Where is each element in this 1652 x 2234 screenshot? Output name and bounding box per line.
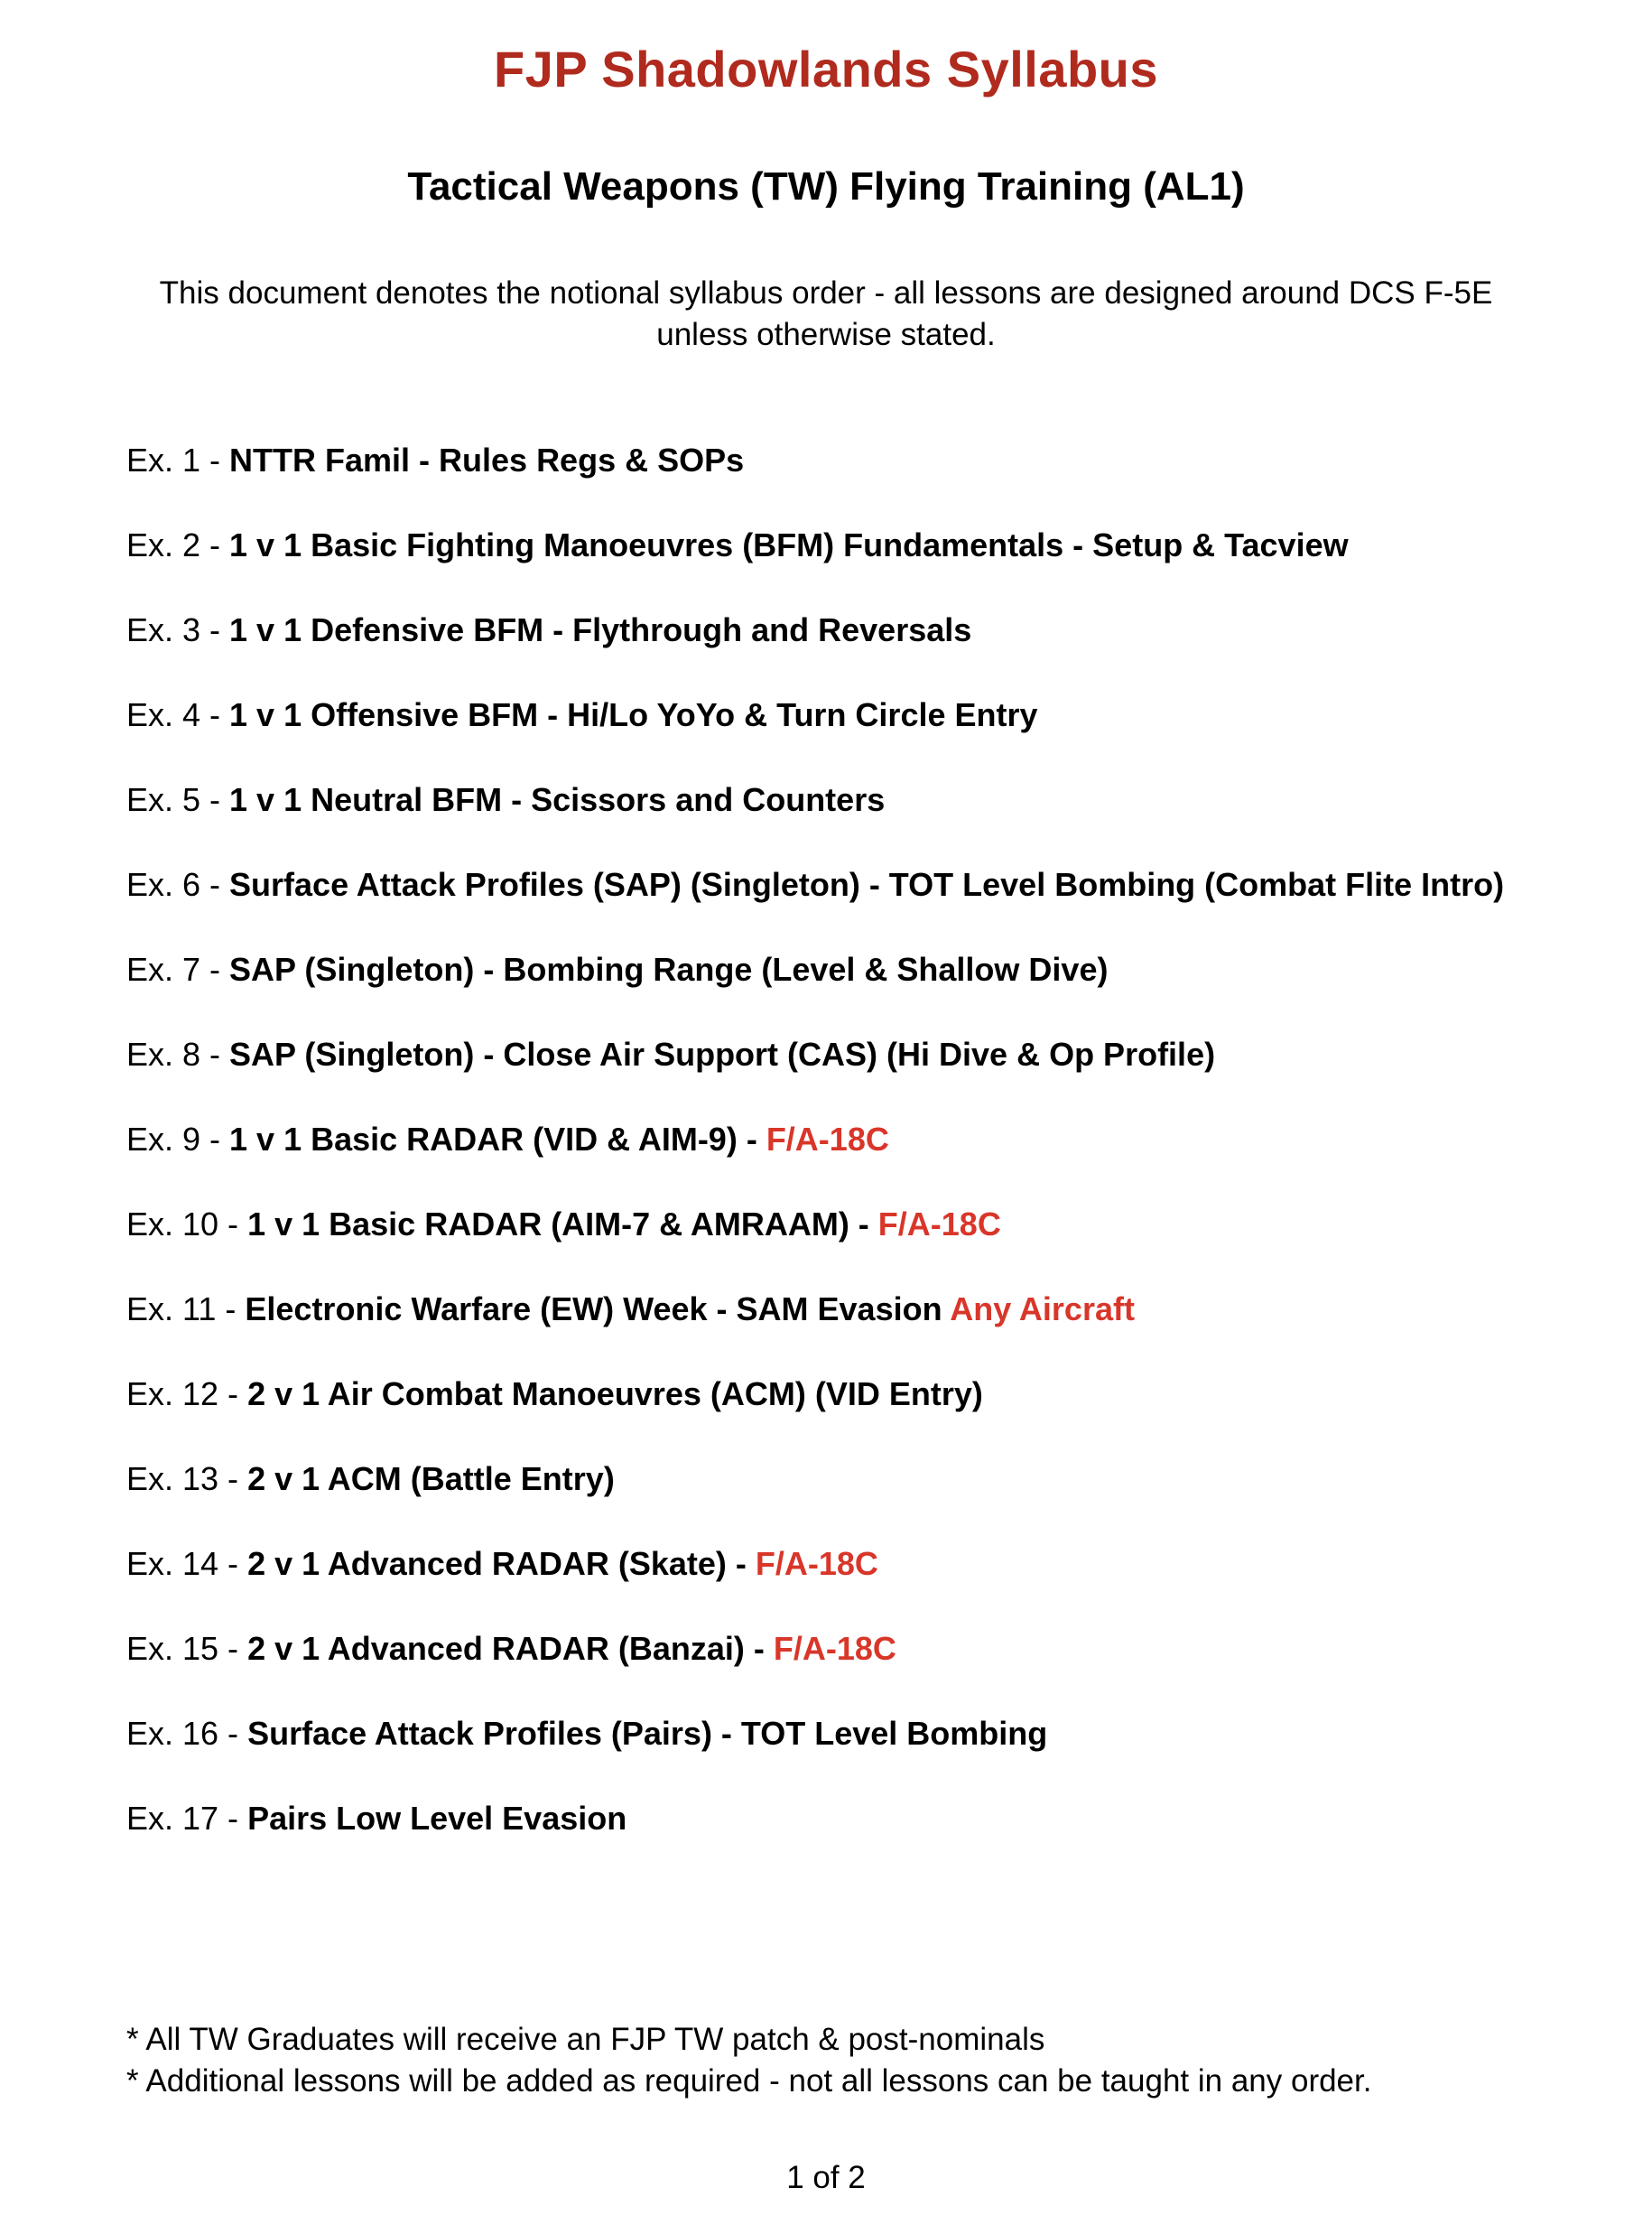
intro-paragraph: This document denotes the notional syllabus order - all lessons are designed around DCS F-5E unless otherwise stated.	[159, 275, 1493, 352]
lesson-list	[126, 439, 1535, 1882]
lesson-title: 1 v 1 Defensive BFM - Flythrough and Reversals	[229, 611, 972, 648]
lesson-number: Ex. 8 -	[126, 1036, 230, 1073]
lesson-title: 2 v 1 ACM (Battle Entry)	[247, 1460, 615, 1497]
footnotes	[126, 2019, 1571, 2102]
lesson-item	[126, 439, 1535, 482]
lesson-title: Surface Attack Profiles (SAP) (Singleton) - TOT Level Bombing (Combat Flite Intro)	[229, 866, 1505, 903]
lesson-number: Ex. 4 -	[126, 696, 230, 733]
lesson-title: 2 v 1 Advanced RADAR (Skate) -	[247, 1545, 756, 1582]
lesson-item	[126, 1712, 1535, 1755]
lesson-title: 2 v 1 Air Combat Manoeuvres (ACM) (VID Entry)	[247, 1375, 983, 1412]
footnote-additional-lessons: * Additional lessons will be added as required - not all lessons can be taught in any order.	[126, 2063, 1372, 2099]
document-subtitle: Tactical Weapons (TW) Flying Training (AL1)	[407, 164, 1245, 209]
lesson-item	[126, 1542, 1535, 1586]
lesson-title: SAP (Singleton) - Close Air Support (CAS) (Hi Dive & Op Profile)	[229, 1036, 1216, 1073]
lesson-item	[126, 948, 1535, 991]
lesson-title: Surface Attack Profiles (Pairs) - TOT Level Bombing	[247, 1715, 1048, 1752]
lesson-number: Ex. 16 -	[126, 1715, 248, 1752]
lesson-item	[126, 693, 1535, 737]
lesson-title: Electronic Warfare (EW) Week - SAM Evasion	[245, 1290, 951, 1327]
lesson-item	[126, 1627, 1535, 1671]
lesson-title: 1 v 1 Offensive BFM - Hi/Lo YoYo & Turn Circle Entry	[229, 696, 1038, 733]
lesson-item	[126, 1203, 1535, 1246]
lesson-aircraft: F/A-18C	[755, 1545, 878, 1582]
lesson-item	[126, 524, 1535, 567]
lesson-number: Ex. 13 -	[126, 1460, 248, 1497]
lesson-item	[126, 1118, 1535, 1161]
lesson-number: Ex. 10 -	[126, 1205, 248, 1243]
lesson-number: Ex. 15 -	[126, 1630, 248, 1667]
lesson-title: Pairs Low Level Evasion	[247, 1800, 627, 1837]
lesson-number: Ex. 14 -	[126, 1545, 248, 1582]
lesson-item	[126, 1797, 1535, 1840]
lesson-item	[126, 1033, 1535, 1076]
lesson-item	[126, 609, 1535, 652]
lesson-item	[126, 778, 1535, 822]
lesson-number: Ex. 1 -	[126, 442, 230, 479]
lesson-title: 1 v 1 Neutral BFM - Scissors and Counters	[229, 781, 886, 818]
lesson-number: Ex. 5 -	[126, 781, 230, 818]
lesson-number: Ex. 6 -	[126, 866, 230, 903]
footnote-graduates: * All TW Graduates will receive an FJP TW patch & post-nominals	[126, 2022, 1045, 2057]
lesson-number: Ex. 3 -	[126, 611, 230, 648]
lesson-number: Ex. 7 -	[126, 951, 230, 988]
lesson-title: SAP (Singleton) - Bombing Range (Level & Shallow Dive)	[229, 951, 1109, 988]
lesson-aircraft: Any Aircraft	[950, 1290, 1135, 1327]
lesson-number: Ex. 9 -	[126, 1121, 230, 1158]
lesson-title: 1 v 1 Basic Fighting Manoeuvres (BFM) Fundamentals - Setup & Tacview	[229, 526, 1349, 563]
lesson-item	[126, 1457, 1535, 1501]
lesson-title: 1 v 1 Basic RADAR (VID & AIM-9) -	[229, 1121, 766, 1158]
lesson-aircraft: F/A-18C	[877, 1205, 1001, 1243]
lesson-number: Ex. 12 -	[126, 1375, 248, 1412]
lesson-title: 1 v 1 Basic RADAR (AIM-7 & AMRAAM) -	[247, 1205, 878, 1243]
page-number: 1 of 2	[786, 2160, 866, 2195]
lesson-item	[126, 1373, 1535, 1416]
lesson-aircraft: F/A-18C	[773, 1630, 896, 1667]
lesson-title: NTTR Famil - Rules Regs & SOPs	[229, 442, 745, 479]
lesson-number: Ex. 17 -	[126, 1800, 248, 1837]
lesson-aircraft: F/A-18C	[766, 1121, 889, 1158]
lesson-item	[126, 863, 1535, 907]
lesson-item	[126, 1288, 1535, 1331]
lesson-title: 2 v 1 Advanced RADAR (Banzai) -	[247, 1630, 774, 1667]
lesson-number: Ex. 2 -	[126, 526, 230, 563]
document-title: FJP Shadowlands Syllabus	[493, 41, 1159, 98]
lesson-number: Ex. 11 -	[126, 1290, 246, 1327]
